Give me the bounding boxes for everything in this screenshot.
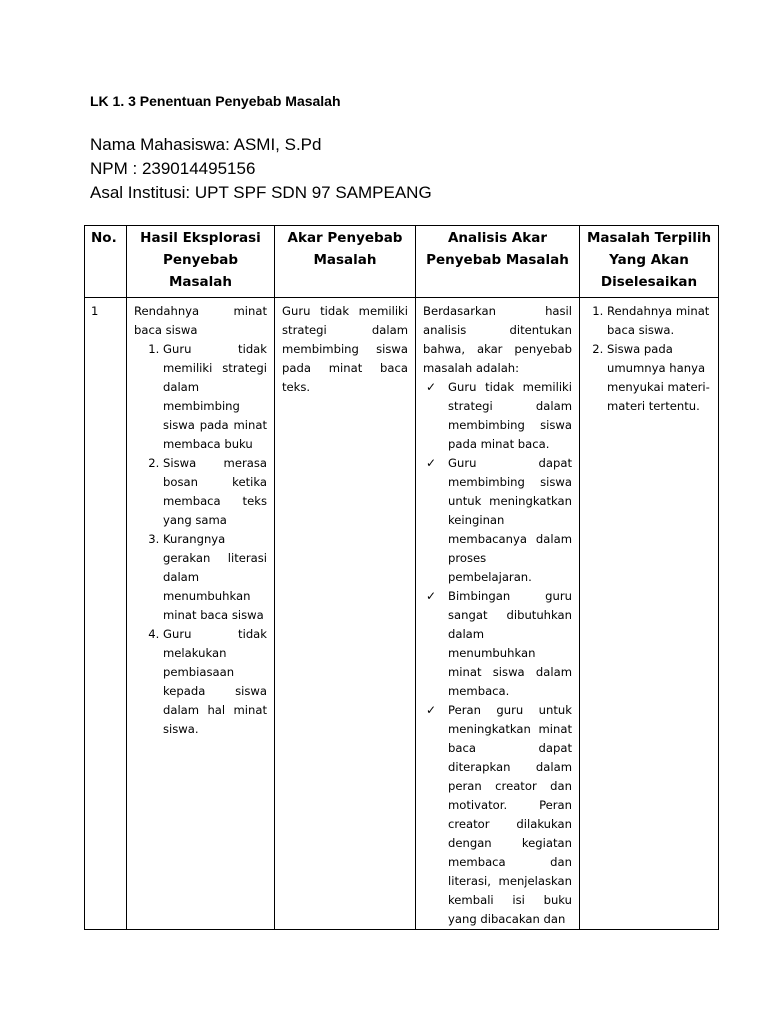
cell-analisis — [416, 298, 580, 930]
list-item — [423, 454, 572, 587]
list-item: 1. Rendahnya minat baca siswa. — [607, 302, 711, 340]
header-no: No. — [85, 226, 127, 298]
analisis-list — [423, 378, 572, 929]
check-icon: ✓ — [426, 589, 437, 603]
hasil-intro: Rendahnya minat baca siswa — [134, 304, 267, 337]
check-icon: ✓ — [426, 703, 437, 717]
table-row — [85, 298, 719, 930]
check-icon: ✓ — [426, 456, 437, 470]
masalah-list — [587, 302, 711, 416]
document-title: LK 1. 3 Penentuan Penyebab Masalah — [90, 93, 341, 109]
list-item: 2. Siswa merasa bosan ketika membaca teks yang sama — [163, 454, 267, 530]
cause-analysis-table — [84, 225, 719, 930]
student-npm: NPM : 239014495156 — [90, 159, 256, 178]
list-item-text: Guru tidak memiliki strategi dalam membimbing siswa pada minat baca. — [448, 380, 572, 451]
row-number: 1 — [85, 298, 127, 930]
list-item: 4. Guru tidak melakukan pembiasaan kepada siswa dalam hal minat siswa. — [163, 625, 267, 739]
cell-akar-penyebab — [275, 298, 416, 930]
list-item-text: Bimbingan guru sangat dibutuhkan dalam menumbuhkan minat siswa dalam membaca. — [448, 589, 572, 698]
header-masalah-terpilih: Masalah Terpilih Yang Akan Diselesaikan — [580, 226, 719, 298]
cell-masalah-terpilih — [580, 298, 719, 930]
list-item-text: Peran guru untuk meningkatkan minat baca dapat diterapkan dalam peran creator dan motivator. Peran creator dilakukan dengan kegiatan membaca dan literasi, menjelaskan kembali isi buku yang dibacakan dan — [448, 703, 572, 926]
list-item-text: Guru dapat membimbing siswa untuk meningkatkan keinginan membacanya dalam proses pembelajaran. — [448, 456, 572, 584]
list-item: 1. Guru tidak memiliki strategi dalam membimbing siswa pada minat membaca buku — [163, 340, 267, 454]
akar-text: Guru tidak memiliki strategi dalam membimbing siswa pada minat baca teks. — [282, 304, 408, 394]
analisis-intro: Berdasarkan hasil analisis ditentukan bahwa, akar penyebab masalah adalah: — [423, 304, 572, 375]
list-item — [423, 701, 572, 929]
header-analisis: Analisis Akar Penyebab Masalah — [416, 226, 580, 298]
cell-hasil-eksplorasi — [127, 298, 275, 930]
list-item — [423, 378, 572, 454]
list-item — [423, 587, 572, 701]
list-item: 3. Kurangnya gerakan literasi dalam menumbuhkan minat baca siswa — [163, 530, 267, 625]
hasil-list — [134, 340, 267, 739]
student-institution: Asal Institusi: UPT SPF SDN 97 SAMPEANG — [90, 183, 432, 202]
check-icon: ✓ — [426, 380, 437, 394]
list-item: 2. Siswa pada umumnya hanya menyukai materi-materi tertentu. — [607, 340, 711, 416]
header-hasil-eksplorasi: Hasil Eksplorasi Penyebab Masalah — [127, 226, 275, 298]
header-akar-penyebab: Akar Penyebab Masalah — [275, 226, 416, 298]
student-info — [90, 133, 432, 205]
table-header-row — [85, 226, 719, 298]
student-name: Nama Mahasiswa: ASMI, S.Pd — [90, 135, 322, 154]
